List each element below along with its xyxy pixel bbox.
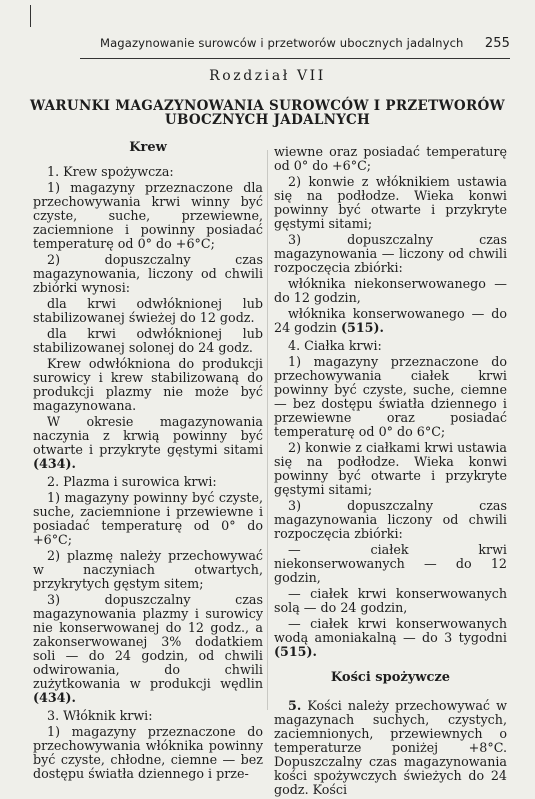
right-column bbox=[274, 145, 507, 799]
page-number: 255 bbox=[484, 36, 510, 51]
chapter-title bbox=[0, 99, 535, 127]
paragraph: 1) magazyny przeznaczone dla przechowywania krwi winny być czyste, suche, przewiewne, zaciemnione i powinny posiadać temperaturę od 0° do +6°C; bbox=[33, 180, 263, 251]
paragraph: 1. Krew spożywcza: bbox=[47, 164, 174, 179]
paragraph: 2. Plazma i surowica krwi: bbox=[47, 474, 217, 489]
paragraph-text: W okresie magazynowania naczynia z krwią powinny być otwarte i przykryte gęstymi sitami bbox=[33, 414, 263, 457]
paragraph: dla krwi odwłóknionej lub stabilizowanej świeżej do 12 godz. bbox=[33, 296, 263, 325]
paragraph-text: Kości należy przechowywać w magazynach suchych, czystych, zaciemnionych, przewiewnych o temperaturze poniżej +8°C. Dopuszczalny czas magazynowania kości spożywczych świeżych do 24 godz. Kości bbox=[274, 698, 507, 797]
paragraph-text: 3) dopuszczalny czas magazynowania plazmy i surowicy nie konserwowanej do 12 godz., a zakonserwowanej 3% dodatkiem soli — do 24 godzin, od chwili odwirowania, do chwili zużytkowania w produkcji wędlin bbox=[33, 592, 263, 691]
paragraph bbox=[274, 699, 507, 797]
paragraph: — ciałek krwi konserwowanych solą — do 24 godzin, bbox=[274, 586, 507, 615]
paragraph: 1) magazyny przeznaczone do przechowywania ciałek krwi powinny być czyste, suche, ciemne — bez dostępu światła dziennego i przewiewne oraz posiadać temperaturę od 0° do 6°C; bbox=[274, 354, 507, 439]
reference-number: (434). bbox=[33, 456, 76, 471]
paragraph: dla krwi odwłóknionej lub stabilizowanej solonej do 24 godz. bbox=[33, 326, 263, 355]
header-rule bbox=[80, 58, 510, 59]
paragraph: 2) dopuszczalny czas magazynowania, liczony od chwili zbiórki wynosi: bbox=[33, 252, 263, 295]
chapter-heading: Rozdział VII bbox=[209, 68, 326, 84]
paragraph bbox=[33, 593, 263, 705]
paragraph: 3) dopuszczalny czas magazynowania — liczony od chwili rozpoczęcia zbiórki: bbox=[274, 232, 507, 275]
section-heading-kosci: Kości spożywcze bbox=[330, 670, 451, 685]
paragraph: 2) konwie z ciałkami krwi ustawia się na podłodze. Wieka konwi powinny być otwarte i przykryte gęstymi sitami; bbox=[274, 440, 507, 497]
paragraph: 2) konwie z włóknikiem ustawia się na podłodze. Wieka konwi powinny być otwarte i przykryte gęstymi sitami; bbox=[274, 174, 507, 231]
paragraph: Krew odwłókniona do produkcji surowicy i krew stabilizowaną do produkcji plazmy nie może być magazynowana. bbox=[33, 356, 263, 413]
paragraph bbox=[33, 415, 263, 471]
reference-number: (515). bbox=[341, 320, 384, 335]
paragraph: 3) dopuszczalny czas magazynowania liczony od chwili rozpoczęcia zbiórki: bbox=[274, 498, 507, 541]
paragraph: 3. Włóknik krwi: bbox=[47, 708, 153, 723]
left-column bbox=[33, 141, 263, 783]
reference-number: (434). bbox=[33, 690, 76, 705]
paragraph bbox=[274, 307, 507, 335]
item-number: 5. bbox=[288, 698, 302, 713]
paragraph: włóknika niekonserwowanego — do 12 godzin, bbox=[274, 276, 507, 305]
reference-number: (515). bbox=[274, 644, 317, 659]
paragraph: 1) magazyny przeznaczone do przechowywania włóknika powinny być czyste, chłodne, ciemne — bez dostępu światła dziennego i prze- bbox=[33, 724, 263, 781]
paragraph: 4. Ciałka krwi: bbox=[288, 338, 382, 353]
paragraph: wiewne oraz posiadać temperaturę od 0° do +6°C; bbox=[274, 144, 507, 173]
chapter-title-line: UBOCZNYCH JADALNYCH bbox=[164, 112, 371, 128]
paragraph bbox=[274, 617, 507, 659]
running-title: Magazynowanie surowców i przetworów ubocznych jadalnych bbox=[100, 36, 464, 50]
paragraph-text: — ciałek krwi konserwowanych wodą amoniakalną — do 3 tygodni bbox=[274, 616, 507, 645]
column-gutter bbox=[267, 150, 268, 710]
paragraph: 1) magazyny powinny być czyste, suche, zaciemnione i przewiewne i posiadać temperaturę od 0° do +6°C; bbox=[33, 490, 263, 547]
binding-mark bbox=[30, 5, 32, 27]
section-heading-krew: Krew bbox=[129, 140, 167, 155]
chapter-title-line: WARUNKI MAGAZYNOWANIA SUROWCÓW I PRZETWORÓW bbox=[29, 98, 506, 114]
paragraph: — ciałek krwi niekonserwowanych — do 12 godzin, bbox=[274, 542, 507, 585]
paragraph-text: włóknika konserwowanego — do 24 godzin bbox=[274, 306, 507, 335]
paragraph: 2) plazmę należy przechowywać w naczyniach otwartych, przykrytych gęstym sitem; bbox=[33, 548, 263, 591]
